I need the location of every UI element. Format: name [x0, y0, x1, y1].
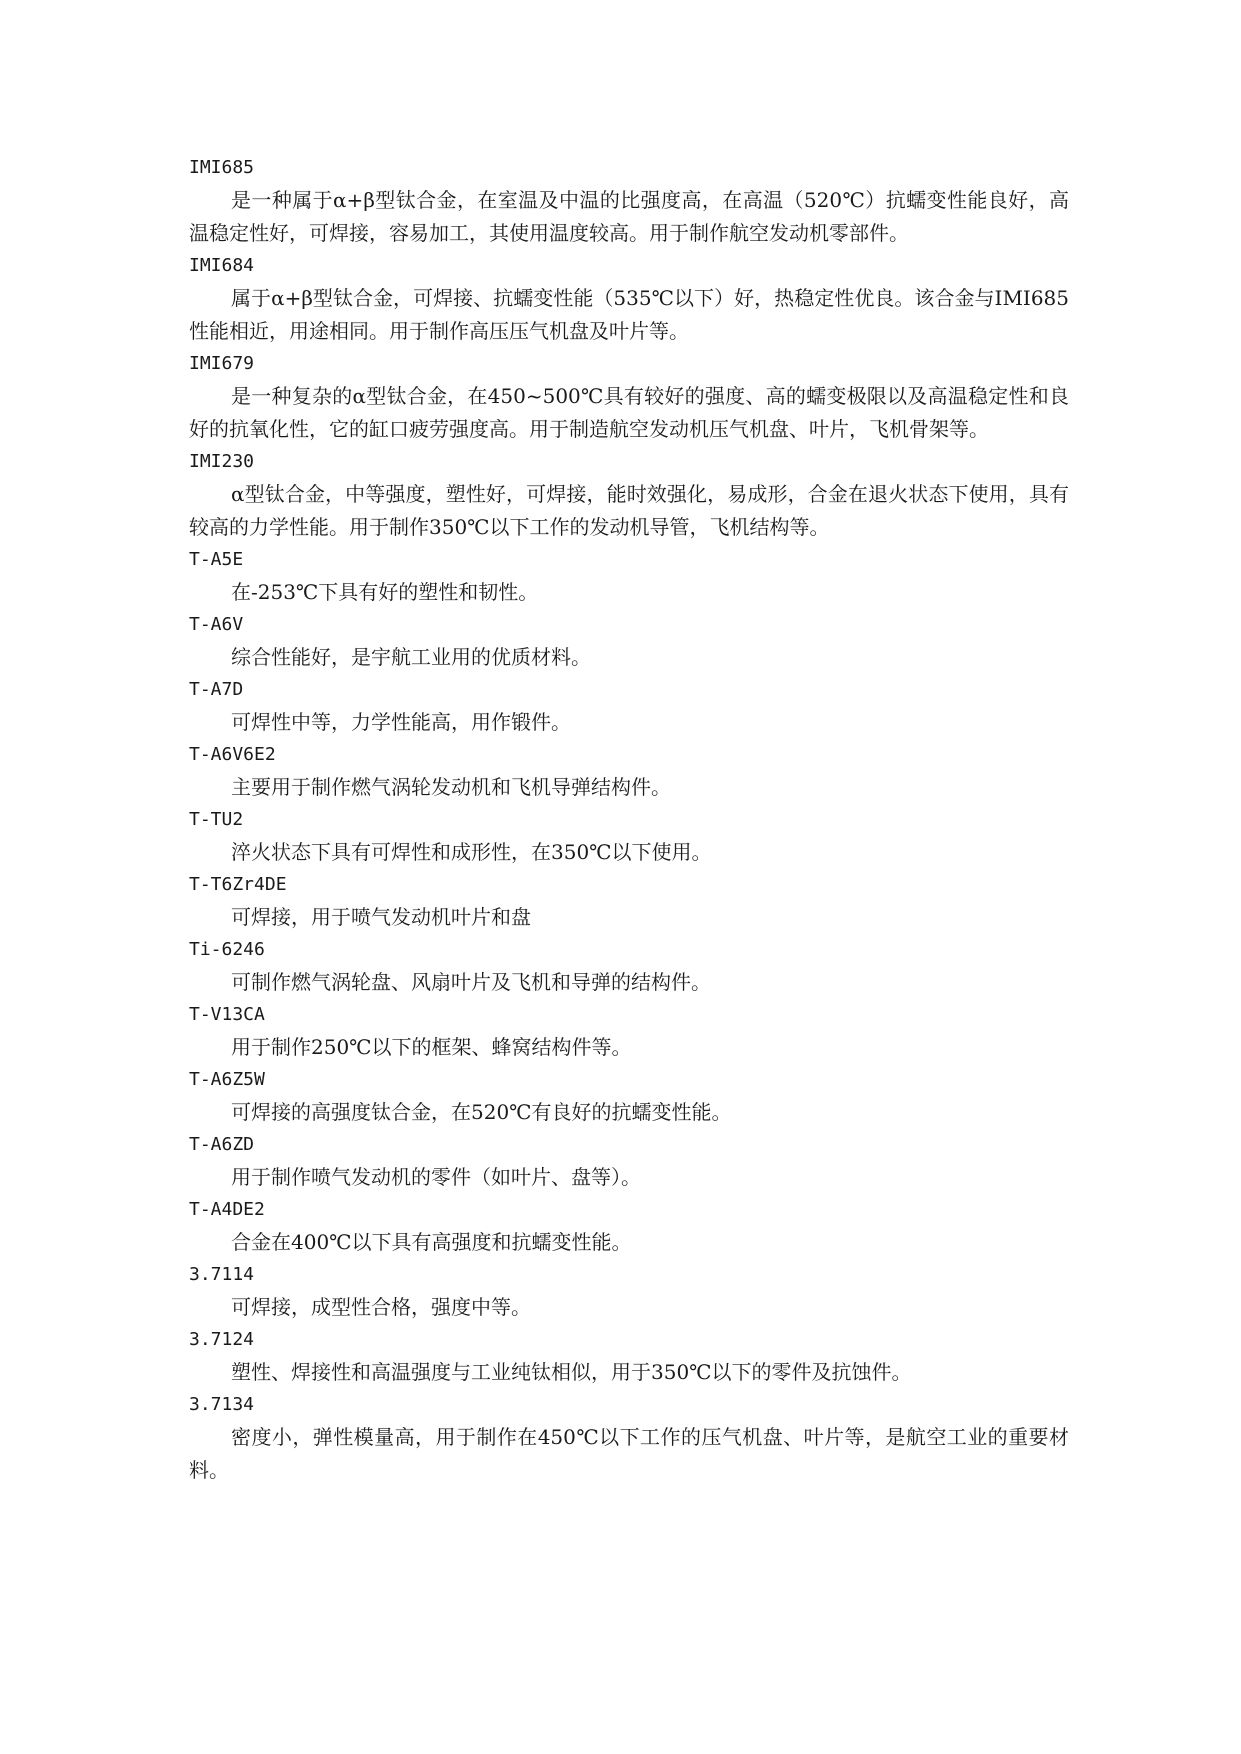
- alloy-code: T-A7D: [189, 679, 244, 700]
- alloy-code: 3.7114: [189, 1264, 255, 1285]
- entry-imi684: [189, 250, 1069, 348]
- alloy-description: 在-253℃下具有好的塑性和韧性。: [231, 580, 539, 604]
- alloy-description: 是一种属于α+β型钛合金，在室温及中温的比强度高，在高温（520℃）抗蠕变性能良好，高温稳定性好，可焊接，容易加工，其使用温度较高。用于制作航空发动机零部件。: [189, 188, 1069, 245]
- alloy-description: 可焊性中等，力学性能高，用作锻件。: [231, 710, 571, 734]
- entry-imi679: [189, 348, 1069, 446]
- alloy-code: T-A6ZD: [189, 1134, 255, 1155]
- alloy-description: 属于α+β型钛合金，可焊接、抗蠕变性能（535℃以下）好，热稳定性优良。该合金与IMI685性能相近，用途相同。用于制作高压压气机盘及叶片等。: [189, 286, 1069, 343]
- entry-3-7134: [189, 1389, 1069, 1487]
- entry-t-tu2: [189, 804, 1069, 869]
- alloy-description: α型钛合金，中等强度，塑性好，可焊接，能时效强化，易成形，合金在退火状态下使用，具有较高的力学性能。用于制作350℃以下工作的发动机导管，飞机结构等。: [189, 482, 1069, 539]
- entry-t-v13ca: [189, 999, 1069, 1064]
- entry-imi230: [189, 446, 1069, 544]
- entry-t-a6z5w: [189, 1064, 1069, 1129]
- entry-t-t6zr4de: [189, 869, 1069, 934]
- alloy-description: 用于制作喷气发动机的零件（如叶片、盘等）。: [231, 1165, 641, 1189]
- alloy-code: T-T6Zr4DE: [189, 874, 287, 895]
- alloy-description: 密度小，弹性模量高，用于制作在450℃以下工作的压气机盘、叶片等，是航空工业的重要材料。: [189, 1425, 1069, 1482]
- entry-t-a6v: [189, 609, 1069, 674]
- alloy-code: 3.7134: [189, 1394, 255, 1415]
- alloy-code: Ti-6246: [189, 939, 265, 960]
- alloy-description: 是一种复杂的α型钛合金，在450~500℃具有较好的强度、高的蠕变极限以及高温稳定性和良好的抗氧化性，它的缸口疲劳强度高。用于制造航空发动机压气机盘、叶片，飞机骨架等。: [189, 384, 1069, 441]
- alloy-code: T-A4DE2: [189, 1199, 265, 1220]
- alloy-code: T-A6V6E2: [189, 744, 276, 765]
- alloy-description: 合金在400℃以下具有高强度和抗蠕变性能。: [231, 1230, 632, 1254]
- alloy-code: T-V13CA: [189, 1004, 265, 1025]
- alloy-description: 可焊接，用于喷气发动机叶片和盘: [231, 905, 531, 929]
- alloy-description: 塑性、焊接性和高温强度与工业纯钛相似，用于350℃以下的零件及抗蚀件。: [231, 1360, 912, 1384]
- entry-t-a7d: [189, 674, 1069, 739]
- alloy-description: 淬火状态下具有可焊性和成形性，在350℃以下使用。: [231, 840, 712, 864]
- alloy-code: T-TU2: [189, 809, 244, 830]
- alloy-code: IMI679: [189, 353, 255, 374]
- entry-t-a6zd: [189, 1129, 1069, 1194]
- alloy-description: 可焊接的高强度钛合金，在520℃有良好的抗蠕变性能。: [231, 1100, 732, 1124]
- document-page: [189, 152, 1069, 1487]
- entry-t-a4de2: [189, 1194, 1069, 1259]
- entry-imi685: [189, 152, 1069, 250]
- alloy-code: IMI685: [189, 157, 255, 178]
- entry-3-7124: [189, 1324, 1069, 1389]
- entry-t-a6v6e2: [189, 739, 1069, 804]
- alloy-code: T-A6V: [189, 614, 244, 635]
- alloy-code: 3.7124: [189, 1329, 255, 1350]
- alloy-code: T-A6Z5W: [189, 1069, 265, 1090]
- alloy-description: 可制作燃气涡轮盘、风扇叶片及飞机和导弹的结构件。: [231, 970, 711, 994]
- entry-t-a5e: [189, 544, 1069, 609]
- entry-ti-6246: [189, 934, 1069, 999]
- alloy-description: 主要用于制作燃气涡轮发动机和飞机导弹结构件。: [231, 775, 671, 799]
- alloy-description: 用于制作250℃以下的框架、蜂窝结构件等。: [231, 1035, 632, 1059]
- alloy-description: 可焊接，成型性合格，强度中等。: [231, 1295, 531, 1319]
- alloy-code: IMI684: [189, 255, 255, 276]
- alloy-description: 综合性能好，是宇航工业用的优质材料。: [231, 645, 591, 669]
- alloy-code: T-A5E: [189, 549, 244, 570]
- entry-3-7114: [189, 1259, 1069, 1324]
- alloy-code: IMI230: [189, 451, 255, 472]
